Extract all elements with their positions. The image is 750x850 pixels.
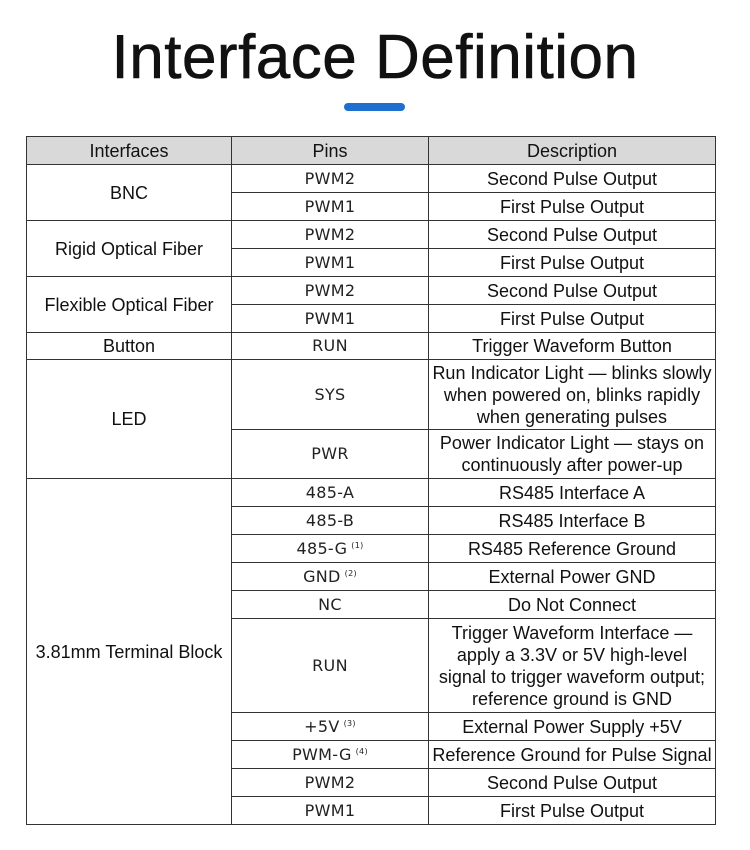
description-cell: First Pulse Output xyxy=(429,193,716,221)
description-cell: Do Not Connect xyxy=(429,591,716,619)
pin-cell xyxy=(232,305,429,333)
footnote-marker: (2) xyxy=(344,568,357,578)
description-cell: External Power Supply +5V xyxy=(429,713,716,741)
table-row xyxy=(27,360,716,430)
pin-label: 485-A xyxy=(305,482,355,502)
pin-cell xyxy=(232,333,429,360)
description-cell: Second Pulse Output xyxy=(429,165,716,193)
header-description: Description xyxy=(429,137,716,165)
table-row xyxy=(27,333,716,360)
description-cell: First Pulse Output xyxy=(429,305,716,333)
pin-cell xyxy=(232,277,429,305)
pin-label: PWM-G xyxy=(292,744,352,764)
title-underline-bar xyxy=(344,103,405,111)
pin-label: PWM1 xyxy=(304,196,356,216)
group-button: Button xyxy=(27,333,232,360)
pin-label: PWM2 xyxy=(304,168,356,188)
pin-label: PWM2 xyxy=(304,224,356,244)
pin-label: PWR xyxy=(311,444,349,463)
pin-cell xyxy=(232,535,429,563)
group-terminal-block: 3.81mm Terminal Block xyxy=(27,479,232,825)
pin-label: 485-G xyxy=(296,538,348,558)
pin-label: NC xyxy=(318,594,342,614)
pin-cell xyxy=(232,713,429,741)
pin-cell xyxy=(232,619,429,713)
group-flexible-optical-fiber: Flexible Optical Fiber xyxy=(27,277,232,333)
pin-label: GND xyxy=(303,566,341,586)
pin-cell xyxy=(232,563,429,591)
pin-label: +5V xyxy=(304,716,340,736)
description-cell: RS485 Interface B xyxy=(429,507,716,535)
pin-label: PWM1 xyxy=(304,252,356,272)
description-cell: RS485 Reference Ground xyxy=(429,535,716,563)
pin-cell xyxy=(232,221,429,249)
description-cell: External Power GND xyxy=(429,563,716,591)
description-cell: RS485 Interface A xyxy=(429,479,716,507)
footnote-marker: (1) xyxy=(351,540,364,550)
pin-label: 485-B xyxy=(305,510,355,530)
table-row xyxy=(27,165,716,193)
description-cell: Trigger Waveform Interface — apply a 3.3V or 5V high-level signal to trigger waveform output; reference ground is GND xyxy=(429,619,716,713)
pin-cell xyxy=(232,591,429,619)
page-title: Interface Definition xyxy=(111,23,639,92)
pin-cell xyxy=(232,741,429,769)
group-bnc: BNC xyxy=(27,165,232,221)
pin-cell xyxy=(232,507,429,535)
description-cell: Reference Ground for Pulse Signal xyxy=(429,741,716,769)
pin-label: PWM2 xyxy=(304,280,356,300)
group-led: LED xyxy=(27,360,232,479)
pin-label: RUN xyxy=(312,336,348,355)
footnote-marker: (3) xyxy=(343,718,356,728)
pin-cell xyxy=(232,360,429,430)
interface-table xyxy=(26,136,716,825)
table-header-row xyxy=(27,137,716,165)
header-interfaces: Interfaces xyxy=(27,137,232,165)
pin-cell xyxy=(232,165,429,193)
table-row xyxy=(27,479,716,507)
group-rigid-optical-fiber: Rigid Optical Fiber xyxy=(27,221,232,277)
pin-label: SYS xyxy=(314,384,346,404)
pin-cell xyxy=(232,797,429,825)
pin-label: PWM2 xyxy=(304,772,356,792)
pin-label: RUN xyxy=(312,655,348,675)
description-cell: Trigger Waveform Button xyxy=(429,333,716,360)
pin-cell xyxy=(232,430,429,479)
table-row xyxy=(27,277,716,305)
description-cell: Second Pulse Output xyxy=(429,277,716,305)
pin-label: PWM1 xyxy=(304,800,356,820)
pin-label: PWM1 xyxy=(304,308,356,328)
description-cell: Run Indicator Light — blinks slowly when powered on, blinks rapidly when generating pulses xyxy=(429,360,716,430)
pin-cell xyxy=(232,193,429,221)
pin-cell xyxy=(232,249,429,277)
description-cell: Power Indicator Light — stays on continuously after power-up xyxy=(429,430,716,479)
pin-cell xyxy=(232,769,429,797)
description-cell: First Pulse Output xyxy=(429,797,716,825)
table-row xyxy=(27,221,716,249)
footnote-marker: (4) xyxy=(355,746,368,756)
description-cell: Second Pulse Output xyxy=(429,221,716,249)
description-cell: Second Pulse Output xyxy=(429,769,716,797)
pin-cell xyxy=(232,479,429,507)
description-cell: First Pulse Output xyxy=(429,249,716,277)
header-pins: Pins xyxy=(232,137,429,165)
